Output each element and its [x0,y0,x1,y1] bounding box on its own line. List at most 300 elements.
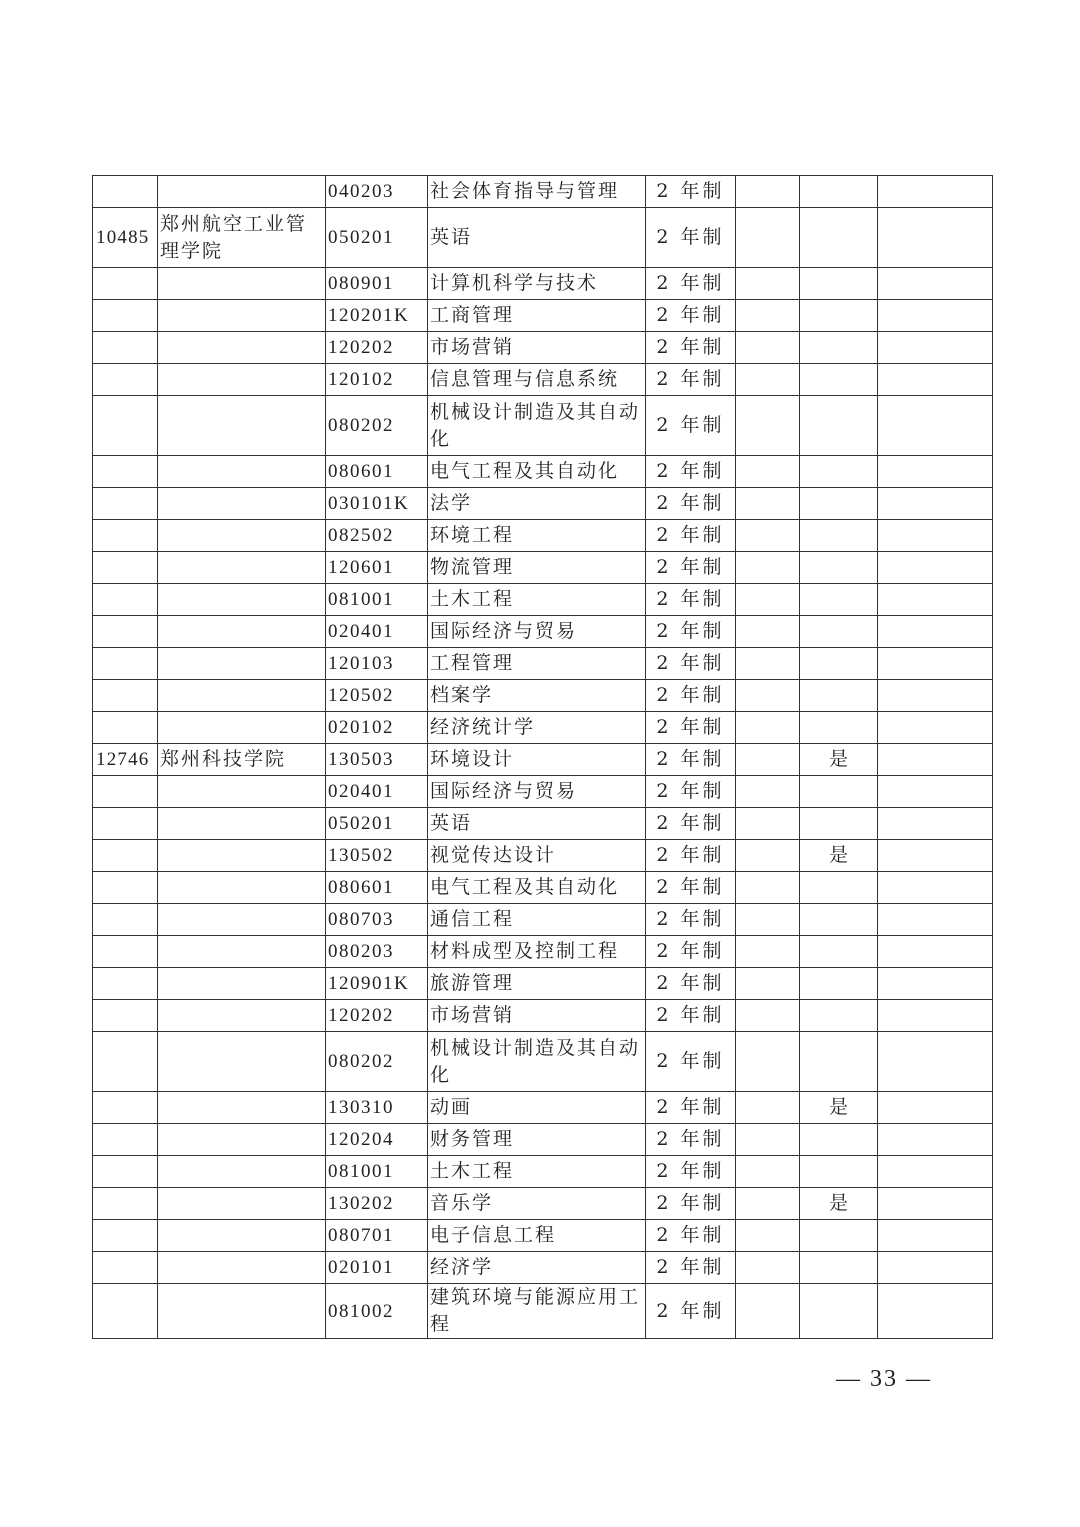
duration-cell: 2 年制 [646,872,736,904]
major-name-cell: 档案学 [428,680,646,712]
major-name-cell: 音乐学 [428,1188,646,1220]
column-6-cell [736,456,800,488]
school-code-cell [93,456,158,488]
table-row [93,616,993,648]
column-8-cell [878,776,993,808]
column-6-cell [736,268,800,300]
column-6-cell [736,364,800,396]
column-6-cell [736,1284,800,1339]
school-code-cell [93,776,158,808]
school-code-cell [93,1092,158,1124]
table-row [93,456,993,488]
school-code-cell [93,364,158,396]
column-7-cell [800,1156,878,1188]
major-code-cell: 120201K [326,300,428,332]
page-number: — 33 — [836,1366,932,1392]
column-7-cell [800,936,878,968]
column-6-cell [736,1156,800,1188]
school-name-cell [158,456,326,488]
school-code-cell [93,1220,158,1252]
column-7-cell [800,776,878,808]
table-row [93,904,993,936]
table-row [93,1092,993,1124]
school-code-cell [93,1284,158,1339]
duration-cell: 2 年制 [646,268,736,300]
major-code-cell: 040203 [326,176,428,208]
major-code-cell: 080202 [326,1032,428,1092]
column-6-cell [736,332,800,364]
school-code-cell [93,176,158,208]
major-name-cell: 电气工程及其自动化 [428,872,646,904]
duration-cell: 2 年制 [646,364,736,396]
table-row [93,1124,993,1156]
duration-cell: 2 年制 [646,1124,736,1156]
duration-cell: 2 年制 [646,616,736,648]
major-code-cell: 080901 [326,268,428,300]
school-name-cell [158,552,326,584]
duration-cell: 2 年制 [646,300,736,332]
major-name-cell: 国际经济与贸易 [428,776,646,808]
duration-cell: 2 年制 [646,904,736,936]
major-name-cell: 英语 [428,208,646,268]
school-code-cell [93,1032,158,1092]
table-row [93,396,993,456]
school-name-cell [158,1000,326,1032]
table-row [93,552,993,584]
column-7-cell [800,808,878,840]
column-7-cell: 是 [800,744,878,776]
column-8-cell [878,364,993,396]
table-row [93,1220,993,1252]
school-name-cell [158,300,326,332]
table-row [93,872,993,904]
duration-cell: 2 年制 [646,1156,736,1188]
major-code-cell: 081002 [326,1284,428,1339]
school-code-cell [93,1188,158,1220]
major-name-cell: 建筑环境与能源应用工程 [428,1284,646,1339]
table-row [93,936,993,968]
duration-cell: 2 年制 [646,552,736,584]
major-name-cell: 电子信息工程 [428,1220,646,1252]
table-row [93,1252,993,1284]
column-7-cell [800,904,878,936]
duration-cell: 2 年制 [646,1284,736,1339]
table-row [93,968,993,1000]
major-code-cell: 120202 [326,332,428,364]
major-code-cell: 120202 [326,1000,428,1032]
column-8-cell [878,268,993,300]
column-8-cell [878,936,993,968]
column-8-cell [878,648,993,680]
major-code-cell: 080203 [326,936,428,968]
column-8-cell [878,208,993,268]
table-row [93,1032,993,1092]
table-row [93,744,993,776]
major-name-cell: 物流管理 [428,552,646,584]
table-row [93,176,993,208]
column-8-cell [878,1252,993,1284]
major-name-cell: 法学 [428,488,646,520]
school-code-cell [93,904,158,936]
column-6-cell [736,840,800,872]
school-code-cell [93,1124,158,1156]
major-name-cell: 环境工程 [428,520,646,552]
major-code-cell: 030101K [326,488,428,520]
school-name-cell: 郑州科技学院 [158,744,326,776]
column-8-cell [878,744,993,776]
duration-cell: 2 年制 [646,1252,736,1284]
table-row [93,208,993,268]
column-6-cell [736,488,800,520]
school-code-cell [93,808,158,840]
column-6-cell [736,396,800,456]
school-name-cell [158,840,326,872]
column-8-cell [878,1188,993,1220]
column-6-cell [736,176,800,208]
school-name-cell [158,1156,326,1188]
major-code-cell: 130310 [326,1092,428,1124]
table-row [93,364,993,396]
column-6-cell [736,776,800,808]
major-code-cell: 120102 [326,364,428,396]
table-row [93,712,993,744]
duration-cell: 2 年制 [646,744,736,776]
duration-cell: 2 年制 [646,176,736,208]
school-name-cell [158,1124,326,1156]
column-7-cell [800,208,878,268]
school-name-cell [158,176,326,208]
major-code-cell: 080601 [326,872,428,904]
duration-cell: 2 年制 [646,808,736,840]
column-7-cell [800,332,878,364]
duration-cell: 2 年制 [646,520,736,552]
major-name-cell: 经济统计学 [428,712,646,744]
major-code-cell: 050201 [326,208,428,268]
column-8-cell [878,396,993,456]
column-7-cell: 是 [800,840,878,872]
table-row [93,808,993,840]
column-7-cell [800,1220,878,1252]
column-8-cell [878,456,993,488]
column-7-cell [800,712,878,744]
column-7-cell [800,268,878,300]
major-name-cell: 旅游管理 [428,968,646,1000]
column-6-cell [736,584,800,616]
major-code-cell: 130202 [326,1188,428,1220]
column-8-cell [878,300,993,332]
column-7-cell [800,520,878,552]
column-7-cell [800,1252,878,1284]
column-8-cell [878,840,993,872]
school-name-cell [158,872,326,904]
duration-cell: 2 年制 [646,776,736,808]
column-7-cell [800,488,878,520]
school-code-cell [93,648,158,680]
column-8-cell [878,904,993,936]
school-name-cell [158,680,326,712]
column-6-cell [736,680,800,712]
column-8-cell [878,968,993,1000]
column-7-cell [800,648,878,680]
school-name-cell [158,648,326,680]
column-6-cell [736,936,800,968]
major-code-cell: 120901K [326,968,428,1000]
major-name-cell: 机械设计制造及其自动化 [428,1032,646,1092]
duration-cell: 2 年制 [646,584,736,616]
major-code-cell: 020401 [326,616,428,648]
major-code-cell: 120601 [326,552,428,584]
table-row [93,648,993,680]
major-name-cell: 计算机科学与技术 [428,268,646,300]
column-6-cell [736,616,800,648]
table-row [93,680,993,712]
school-name-cell [158,1092,326,1124]
column-7-cell [800,616,878,648]
column-6-cell [736,1124,800,1156]
column-6-cell [736,744,800,776]
column-8-cell [878,680,993,712]
school-code-cell [93,936,158,968]
column-7-cell [800,300,878,332]
column-6-cell [736,1032,800,1092]
school-name-cell [158,1220,326,1252]
school-name-cell [158,396,326,456]
column-6-cell [736,968,800,1000]
major-code-cell: 081001 [326,1156,428,1188]
duration-cell: 2 年制 [646,1032,736,1092]
school-name-cell [158,520,326,552]
school-code-cell [93,712,158,744]
column-6-cell [736,552,800,584]
duration-cell: 2 年制 [646,1092,736,1124]
school-code-cell [93,520,158,552]
major-name-cell: 土木工程 [428,1156,646,1188]
table-row [93,776,993,808]
school-code-cell: 12746 [93,744,158,776]
column-8-cell [878,1220,993,1252]
major-name-cell: 材料成型及控制工程 [428,936,646,968]
major-code-cell: 082502 [326,520,428,552]
duration-cell: 2 年制 [646,936,736,968]
duration-cell: 2 年制 [646,1188,736,1220]
table-row [93,1188,993,1220]
school-name-cell [158,1284,326,1339]
major-code-cell: 080601 [326,456,428,488]
column-6-cell [736,872,800,904]
column-8-cell [878,1124,993,1156]
major-code-cell: 130502 [326,840,428,872]
column-8-cell [878,872,993,904]
school-name-cell [158,936,326,968]
column-8-cell [878,584,993,616]
column-6-cell [736,1000,800,1032]
column-8-cell [878,616,993,648]
column-7-cell [800,364,878,396]
major-code-cell: 020102 [326,712,428,744]
school-name-cell [158,364,326,396]
major-code-cell: 050201 [326,808,428,840]
school-name-cell [158,268,326,300]
column-7-cell: 是 [800,1188,878,1220]
column-7-cell [800,176,878,208]
school-code-cell [93,268,158,300]
school-code-cell [93,872,158,904]
column-8-cell [878,176,993,208]
school-name-cell [158,1252,326,1284]
major-name-cell: 英语 [428,808,646,840]
school-name-cell [158,808,326,840]
major-name-cell: 信息管理与信息系统 [428,364,646,396]
column-6-cell [736,712,800,744]
table-row [93,1284,993,1339]
duration-cell: 2 年制 [646,680,736,712]
table-row [93,488,993,520]
school-code-cell [93,680,158,712]
major-code-cell: 120204 [326,1124,428,1156]
column-7-cell [800,584,878,616]
major-name-cell: 土木工程 [428,584,646,616]
school-name-cell [158,616,326,648]
column-6-cell [736,1252,800,1284]
major-name-cell: 工程管理 [428,648,646,680]
column-8-cell [878,1000,993,1032]
major-code-cell: 020401 [326,776,428,808]
duration-cell: 2 年制 [646,208,736,268]
column-6-cell [736,1188,800,1220]
duration-cell: 2 年制 [646,968,736,1000]
column-8-cell [878,332,993,364]
school-code-cell [93,584,158,616]
column-7-cell [800,1032,878,1092]
major-code-cell: 120502 [326,680,428,712]
duration-cell: 2 年制 [646,1220,736,1252]
major-name-cell: 视觉传达设计 [428,840,646,872]
major-name-cell: 环境设计 [428,744,646,776]
school-name-cell [158,584,326,616]
column-7-cell [800,456,878,488]
school-name-cell [158,904,326,936]
duration-cell: 2 年制 [646,648,736,680]
column-8-cell [878,1284,993,1339]
column-8-cell [878,712,993,744]
major-name-cell: 国际经济与贸易 [428,616,646,648]
column-8-cell [878,1032,993,1092]
major-code-cell: 080202 [326,396,428,456]
table-row [93,1000,993,1032]
column-7-cell [800,1000,878,1032]
major-code-cell: 020101 [326,1252,428,1284]
table-row [93,268,993,300]
column-6-cell [736,904,800,936]
school-code-cell [93,840,158,872]
school-code-cell [93,300,158,332]
school-code-cell [93,1252,158,1284]
major-name-cell: 经济学 [428,1252,646,1284]
table-row [93,1156,993,1188]
school-name-cell [158,1032,326,1092]
duration-cell: 2 年制 [646,840,736,872]
duration-cell: 2 年制 [646,712,736,744]
major-name-cell: 社会体育指导与管理 [428,176,646,208]
column-8-cell [878,552,993,584]
column-6-cell [736,208,800,268]
column-8-cell [878,520,993,552]
duration-cell: 2 年制 [646,1000,736,1032]
school-code-cell [93,1156,158,1188]
column-7-cell [800,1284,878,1339]
duration-cell: 2 年制 [646,332,736,364]
school-name-cell [158,488,326,520]
table-row [93,300,993,332]
column-7-cell [800,552,878,584]
column-8-cell [878,1156,993,1188]
school-name-cell [158,1188,326,1220]
major-name-cell: 市场营销 [428,1000,646,1032]
duration-cell: 2 年制 [646,488,736,520]
major-code-cell: 080703 [326,904,428,936]
column-6-cell [736,520,800,552]
school-code-cell [93,332,158,364]
school-name-cell: 郑州航空工业管理学院 [158,208,326,268]
column-6-cell [736,808,800,840]
school-name-cell [158,776,326,808]
table-row [93,840,993,872]
school-name-cell [158,712,326,744]
school-code-cell [93,552,158,584]
column-7-cell: 是 [800,1092,878,1124]
table-body [93,176,993,1339]
table-row [93,332,993,364]
school-code-cell [93,616,158,648]
school-name-cell [158,332,326,364]
major-name-cell: 财务管理 [428,1124,646,1156]
major-code-cell: 081001 [326,584,428,616]
column-6-cell [736,1092,800,1124]
table-row [93,520,993,552]
majors-table [92,175,993,1339]
column-6-cell [736,300,800,332]
column-7-cell [800,680,878,712]
column-8-cell [878,488,993,520]
major-name-cell: 动画 [428,1092,646,1124]
major-name-cell: 市场营销 [428,332,646,364]
major-name-cell: 工商管理 [428,300,646,332]
major-code-cell: 120103 [326,648,428,680]
school-name-cell [158,968,326,1000]
major-name-cell: 通信工程 [428,904,646,936]
school-code-cell [93,488,158,520]
column-7-cell [800,1124,878,1156]
column-8-cell [878,808,993,840]
column-7-cell [800,396,878,456]
major-code-cell: 130503 [326,744,428,776]
major-name-cell: 电气工程及其自动化 [428,456,646,488]
school-code-cell: 10485 [93,208,158,268]
major-code-cell: 080701 [326,1220,428,1252]
duration-cell: 2 年制 [646,456,736,488]
school-code-cell [93,968,158,1000]
duration-cell: 2 年制 [646,396,736,456]
major-name-cell: 机械设计制造及其自动化 [428,396,646,456]
school-code-cell [93,1000,158,1032]
column-7-cell [800,968,878,1000]
table-row [93,584,993,616]
column-8-cell [878,1092,993,1124]
column-6-cell [736,1220,800,1252]
column-7-cell [800,872,878,904]
column-6-cell [736,648,800,680]
school-code-cell [93,396,158,456]
